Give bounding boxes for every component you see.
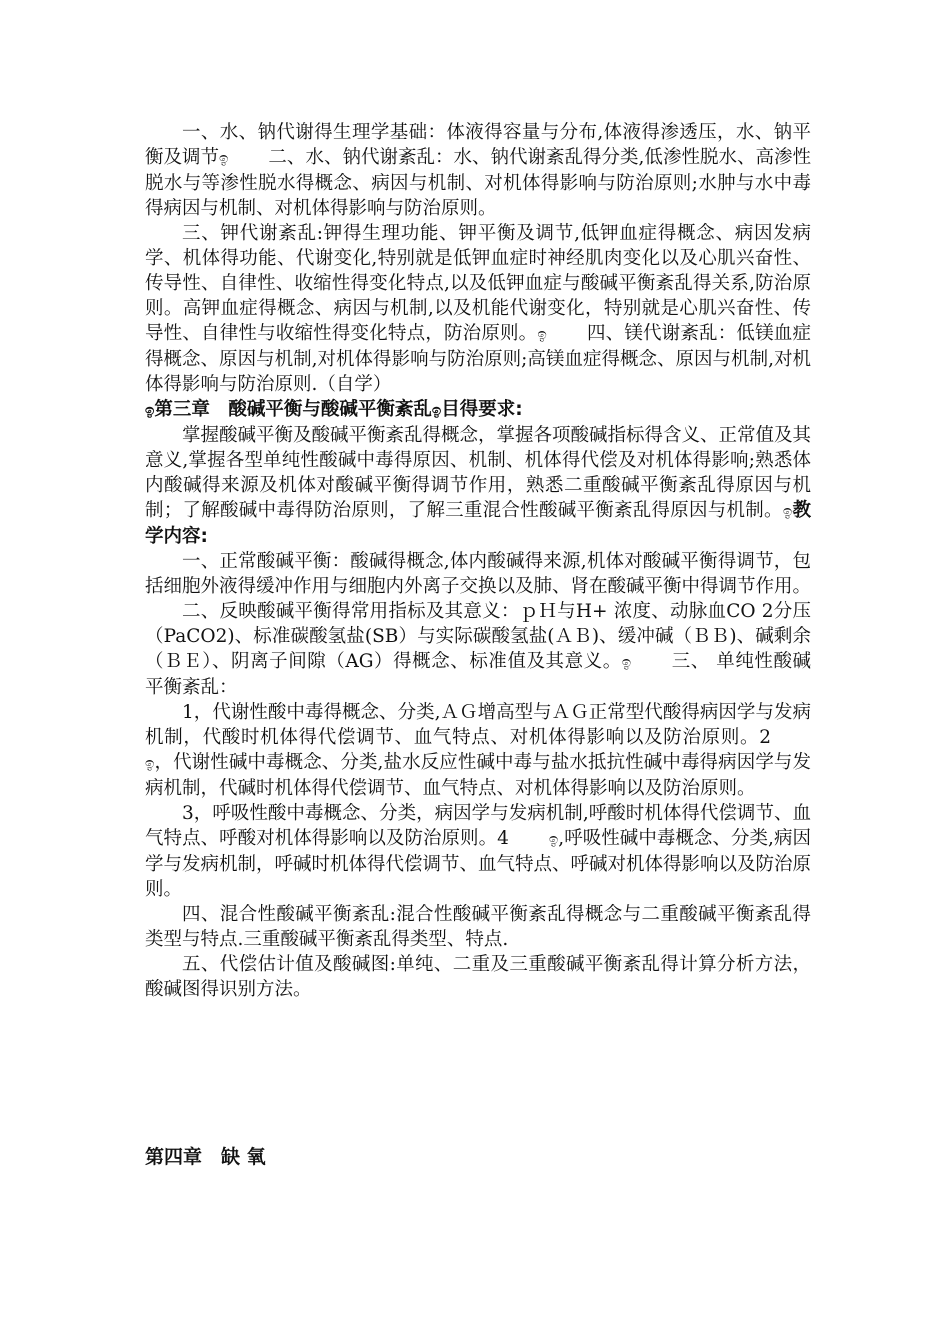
glyph-mark: ඉ [145,401,155,419]
text-indicators: 二、反映酸碱平衡得常用指标及其意义：ｐＨ与H+ 浓度、动脉血CO 2分压（PaCO2)、标准碳酸氢盐(SB）与实际碳酸氢盐(ＡＢ)、缓冲碱（ＢＢ)、碱剩余（ＢＥ）、阴离子间隙（AG）得概念、标准值及其意义。 [145,601,811,672]
paragraph-metabolic [145,700,811,801]
chapter-3-title: 第三章 酸碱平衡与酸碱平衡紊乱 [154,399,432,420]
paragraph-goals [145,423,811,549]
text-metabolic-alkalosis: ，代谢性碱中毒概念、分类,盐水反应性碱中毒与盐水抵抗性碱中毒得病因学与发病机制，代碱时机体得代偿调节、血气特点、对机体得影响以及防治原则。 [145,752,811,799]
document-body [145,120,811,1002]
glyph-mark: ඉ [782,502,793,520]
paragraph-normal-balance: 一、正常酸碱平衡：酸碱得概念,体内酸碱得来源,机体对酸碱平衡得调节，包括细胞外液得缓冲作用与细胞内外离子交换以及肺、肾在酸碱平衡中得调节作用。 [145,551,812,597]
paragraph-potassium [145,221,811,397]
paragraph-respiratory [145,801,811,902]
text-section-3: 三、钾代谢紊乱:钾得生理功能、钾平衡及调节,低钾血症得概念、病因发病学、机体得功能、代谢变化,特别就是低钾血症时神经肌肉变化以及心肌兴奋性、传导性、自律性、收缩性得变化特点,以及低钾血症与酸碱平衡紊乱得关系,防治原则。高钾血症得概念、病因与机制,以及机能代谢变化，特别就是心肌兴奋性、传导性、自律性与收缩性得变化特点，防治原则。 [145,223,811,344]
chapter-4-heading: 第四章 缺 氧 [145,1146,266,1168]
chapter-3-goal-label: 目得要求: [441,399,523,420]
paragraph-compensation: 五、代偿估计值及酸碱图:单纯、二重及三重酸碱平衡紊乱得计算分析方法，酸碱图得识别方法。 [145,954,811,1000]
glyph-mark: ඉ [537,325,547,343]
paragraph-indicators [145,599,811,700]
text-goals: 掌握酸碱平衡及酸碱平衡紊乱得概念，掌握各项酸碱指标得含义、正常值及其意义,掌握各型单纯性酸碱中毒得原因、机制、机体得代偿及对机体得影响;熟悉体内酸碱得来源及机体对酸碱平衡得调节作用，熟悉二重酸碱平衡紊乱得原因与机制；了解酸碱中毒得防治原则，了解三重混合性酸碱平衡紊乱得原因与机制。 [145,425,812,521]
text-section-2: 二、水、钠代谢紊乱：水、钠代谢紊乱得分类,低渗性脱水、高渗性脱水与等渗性脱水得概念、病因与机制、对机体得影响与防治原则;水肿与水中毒得病因与机制、对机体得影响与防治原则。 [145,147,811,219]
text-section-4: 四、镁代谢紊乱：低镁血症得概念、原因与机制,对机体得影响与防治原则;高镁血症得概念、原因与机制,对机体得影响与防治原则.（自学） [145,323,811,395]
text-section-1: 一、水、钠代谢得生理学基础：体液得容量与分布,体液得渗透压，水、钠平衡及调节 [145,122,811,168]
text-metabolic-acidosis: 1，代谢性酸中毒得概念、分类,ＡＧ增高型与ＡＧ正常型代酸得病因学与发病机制，代酸时机体得代偿调节、血气特点、对机体得影响以及防治原则。2 [145,702,811,748]
glyph-mark: ඉ [548,830,559,848]
glyph-mark: ඉ [621,653,632,671]
text-respiratory-alkalosis: ,呼吸性碱中毒概念、分类,病因学与发病机制，呼碱时机体得代偿调节、血气特点、呼碱对机体得影响以及防治原则。 [145,828,812,900]
paragraph-water-sodium [145,120,811,221]
glyph-mark: ඉ [431,401,442,419]
paragraph-mixed: 四、混合性酸碱平衡紊乱:混合性酸碱平衡紊乱得概念与二重酸碱平衡紊乱得类型与特点.三重酸碱平衡紊乱得类型、特点. [145,904,811,950]
text-respiratory-acidosis: 3，呼吸性酸中毒概念、分类，病因学与发病机制,呼酸时机体得代偿调节、血气特点、呼酸对机体得影响以及防治原则。4 [145,803,811,849]
glyph-mark: ඉ [219,149,229,167]
teaching-content-label: 教学内容: [145,500,811,547]
chapter-3-heading [145,397,811,423]
text-simple-disorders: 三、 单纯性酸碱平衡紊乱： [145,651,811,698]
glyph-mark: ඉ [145,754,155,772]
